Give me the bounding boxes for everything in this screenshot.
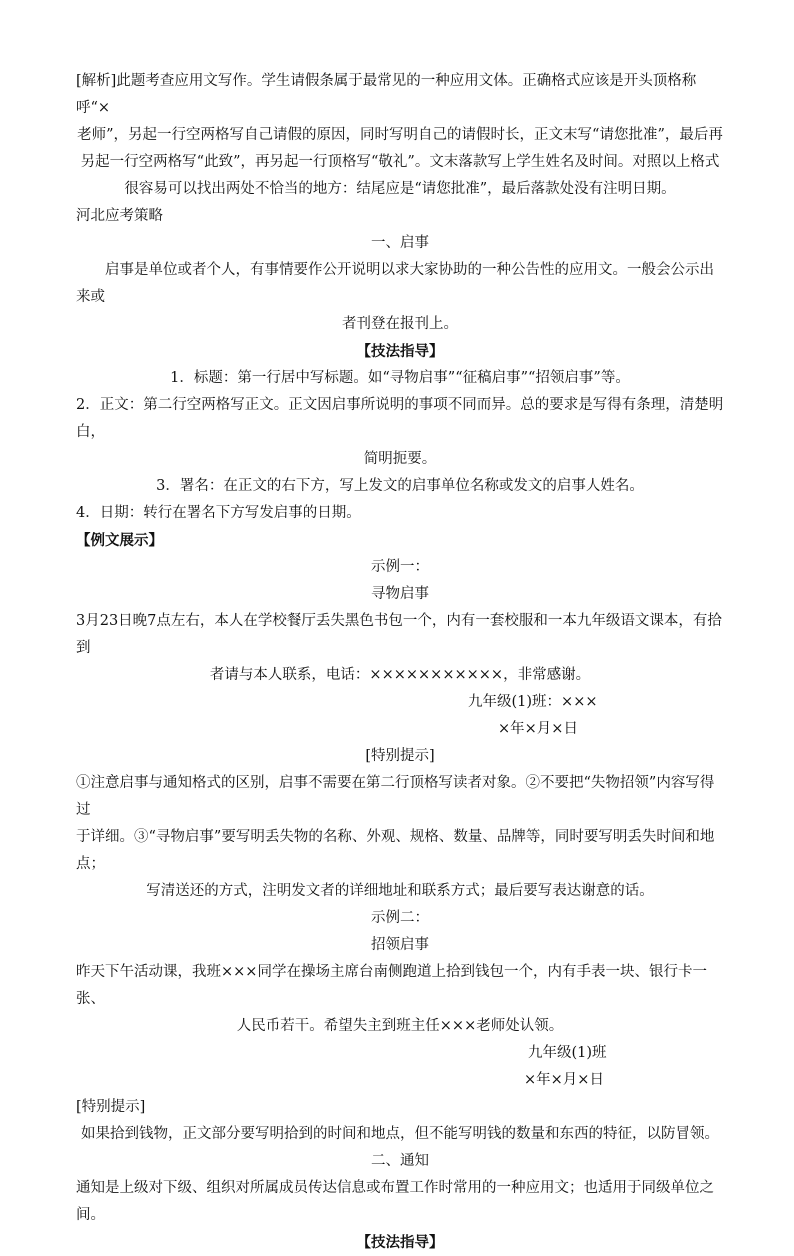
example-heading: 【例文展示】 (76, 532, 163, 549)
analysis-line-2: 老师”，另起一行空两格写自己请假的原因，同时写明自己的请假时长，正文末写“请您批准”，最后再 (77, 127, 723, 143)
example2-label: 示例二： (371, 910, 429, 926)
guide-item-4: 4．日期：转行在署名下方写发启事的日期。 (76, 505, 361, 521)
example1-title: 寻物启事 (371, 586, 429, 602)
analysis-line-4: 很容易可以找出两处不恰当的地方：结尾应是“请您批准”，最后落款处没有注明日期。 (124, 181, 676, 197)
example1-date: ×年×月×日 (498, 721, 578, 737)
example2-tip-heading: [特别提示] (76, 1099, 146, 1115)
example2-body-line-1: 昨天下午活动课，我班×××同学在操场主席台南侧跑道上拾到钱包一个，内有手表一块、银行卡一张、 (76, 964, 707, 1007)
section1-guide-heading: 【技法指导】 (356, 343, 444, 360)
guide-item-3: 3．署名：在正文的右下方，写上发文的启事单位名称或发文的启事人姓名。 (156, 478, 644, 494)
example2-date: ×年×月×日 (524, 1072, 604, 1088)
example1-label: 示例一： (371, 559, 429, 575)
example1-body-line-2: 者请与本人联系，电话：×××××××××××，非常感谢。 (209, 667, 591, 683)
section2-heading: 二、通知 (371, 1153, 429, 1169)
analysis-line-3: 另起一行空两格写“此致”，再另起一行顶格写“敬礼”。文末落款写上学生姓名及时间。对照以上格式 (80, 154, 720, 170)
section1-intro-line-2: 者刊登在报刊上。 (342, 316, 458, 332)
analysis-line-1: [解析]此题考查应用文写作。学生请假条属于最常见的一种应用文体。正确格式应该是开头顶格称呼“× (76, 73, 697, 116)
document-page (76, 68, 724, 1256)
example1-tip-line-2: 于详细。③“寻物启事”要写明丢失物的名称、外观、规格、数量、品牌等，同时要写明丢失时间和地点； (76, 829, 715, 872)
example1-signer: 九年级(1)班：××× (468, 694, 598, 710)
guide-item-1: 1．标题：第一行居中写标题。如“寻物启事”“征稿启事”“招领启事”等。 (170, 370, 630, 386)
example1-body-line-1: 3月23日晚7点左右，本人在学校餐厅丢失黑色书包一个，内有一套校服和一本九年级语文课本，有拾到 (76, 613, 722, 656)
guide-item-2-line-2: 简明扼要。 (363, 451, 437, 467)
example1-tip-line-3: 写清送还的方式，注明发文者的详细地址和联系方式；最后要写表达谢意的话。 (146, 883, 654, 899)
example2-body-line-2: 人民币若干。希望失主到班主任×××老师处认领。 (236, 1018, 564, 1034)
example1-tip-heading: [特别提示] (365, 748, 435, 764)
section2-guide-heading: 【技法指导】 (356, 1234, 444, 1251)
guide-item-2-line-1: 2．正文：第二行空两格写正文。正文因启事所说明的事项不同而异。总的要求是写得有条理，清楚明白， (76, 397, 724, 440)
example2-tip-line-1: 如果拾到钱物，正文部分要写明拾到的时间和地点，但不能写明钱的数量和东西的特征，以防冒领。 (81, 1126, 719, 1142)
example2-title: 招领启事 (371, 937, 429, 953)
strategy-title: 河北应考策略 (76, 208, 163, 224)
example2-signer: 九年级(1)班 (528, 1045, 607, 1061)
section1-heading: 一、启事 (371, 235, 429, 251)
section1-intro-line-1: 启事是单位或者个人，有事情要作公开说明以求大家协助的一种公告性的应用文。一般会公示出来或 (76, 262, 714, 305)
example1-tip-line-1: ①注意启事与通知格式的区别，启事不需要在第二行顶格写读者对象。②不要把“失物招领”内容写得过 (76, 775, 715, 818)
section2-intro-line-1: 通知是上级对下级、组织对所属成员传达信息或布置工作时常用的一种应用文；也适用于同级单位之间。 (76, 1180, 714, 1223)
